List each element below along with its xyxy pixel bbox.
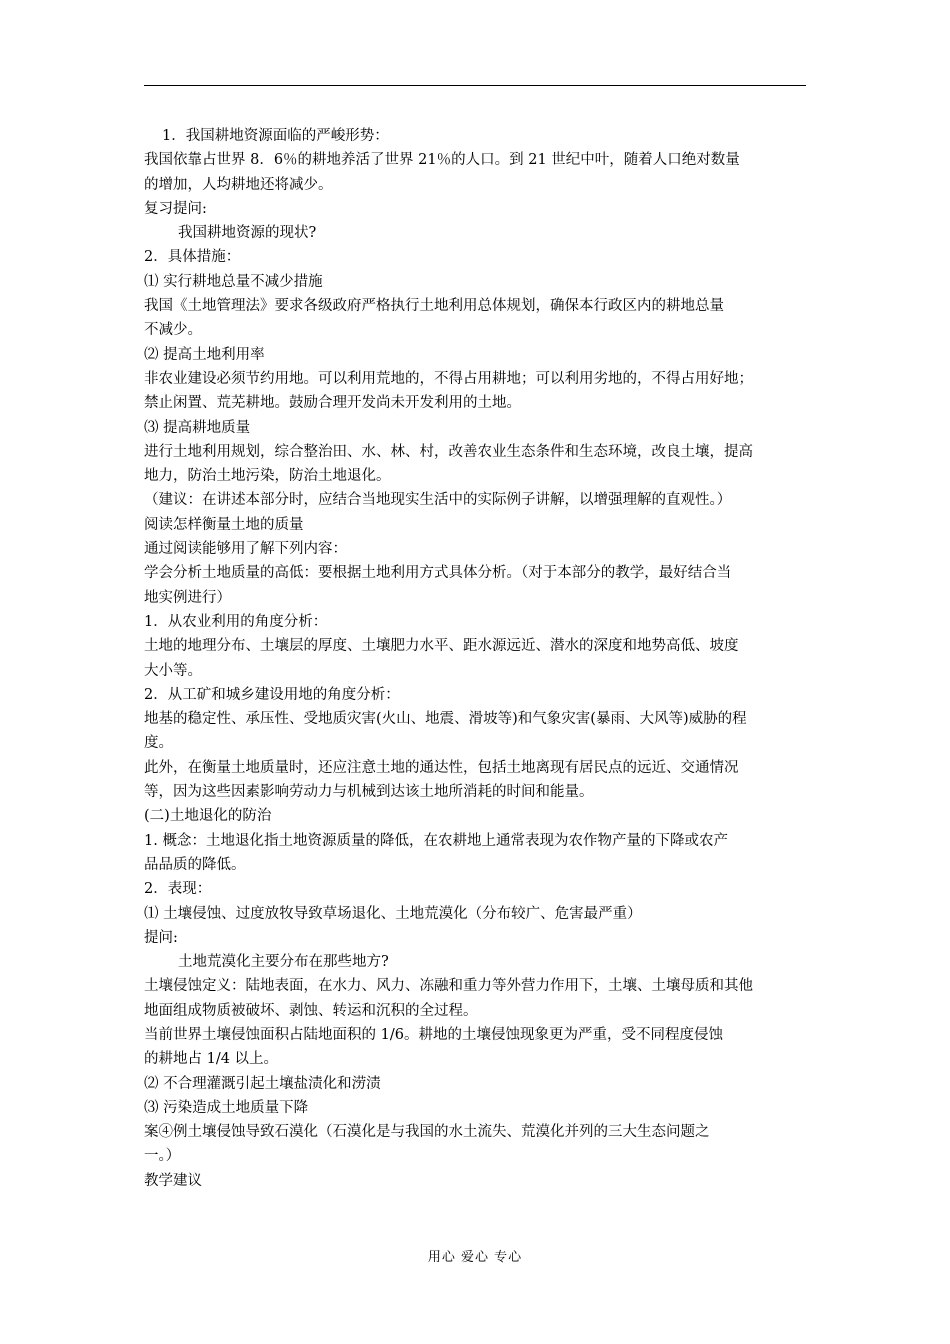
- header-rule: [144, 85, 806, 86]
- subheading: ⑴ 土壤侵蚀、过度放牧导致草场退化、土地荒漠化（分布较广、危害最严重）: [144, 905, 642, 922]
- paragraph-line: 一。）: [144, 1148, 181, 1165]
- paragraph-line: 进行土地利用规划，综合整治田、水、林、村，改善农业生态条件和生态环境，改良土壤，提高: [144, 443, 753, 460]
- paragraph-line: 土地的地理分布、土壤层的厚度、土壤肥力水平、距水源远近、潜水的深度和地势高低、坡度: [144, 638, 739, 655]
- subheading: ⑵ 提高土地利用率: [144, 346, 265, 363]
- paragraph-line: 的增加，人均耕地还将减少。: [144, 176, 333, 193]
- paragraph-line: 地实例进行）: [144, 589, 231, 606]
- document-body: [144, 124, 814, 1193]
- paragraph-line: 地基的稳定性、承压性、受地质灾害(火山、地震、滑坡等)和气象灾害(暴雨、大风等)威胁的程: [144, 711, 747, 728]
- paragraph-line: 大小等。: [144, 662, 202, 679]
- paragraph-line: 地力，防治土地污染，防治土地退化。: [144, 468, 391, 485]
- paragraph-line: 通过阅读能够用了解下列内容：: [144, 541, 347, 558]
- paragraph-line: 的耕地占 1/4 以上。: [144, 1051, 279, 1068]
- paragraph-line: 1. 概念：土地退化指土地资源质量的降低，在农耕地上通常表现为农作物产量的下降或农产: [144, 832, 728, 849]
- paragraph-line: 地面组成物质被破坏、剥蚀、转运和沉积的全过程。: [144, 1002, 478, 1019]
- heading-2: 2．具体措施：: [144, 249, 241, 266]
- review-question: 我国耕地资源的现状?: [178, 225, 317, 242]
- subheading: ⑵ 不合理灌溉引起土壤盐渍化和涝渍: [144, 1075, 381, 1092]
- paragraph-line: 度。: [144, 735, 173, 752]
- paragraph-line: 禁止闲置、荒芜耕地。鼓励合理开发尚未开发利用的土地。: [144, 395, 521, 412]
- review-question-label: 复习提问:: [144, 200, 207, 217]
- section-heading: 阅读怎样衡量土地的质量: [144, 516, 304, 533]
- review-question: 土地荒漠化主要分布在那些地方?: [178, 954, 389, 971]
- heading-2: 2．从工矿和城乡建设用地的角度分析：: [144, 686, 400, 703]
- section-heading: 教学建议: [144, 1172, 202, 1189]
- heading-2: 1．从农业利用的角度分析：: [144, 613, 328, 630]
- section-heading: (二)土地退化的防治: [144, 808, 272, 825]
- page-footer: 用心 爱心 专心: [427, 1250, 523, 1265]
- paragraph-line: 当前世界土壤侵蚀面积占陆地面积的 1/6。耕地的土壤侵蚀现象更为严重，受不同程度侵蚀: [144, 1026, 723, 1043]
- paragraph-line: 此外，在衡量土地质量时，还应注意土地的通达性，包括土地离现有居民点的远近、交通情况: [144, 759, 739, 776]
- subheading: ⑶ 污染造成土地质量下降: [144, 1099, 309, 1116]
- paragraph-line: 品品质的降低。: [144, 856, 246, 873]
- paragraph-line: 非农业建设必须节约用地。可以利用荒地的，不得占用耕地；可以利用劣地的，不得占用好地；: [144, 370, 753, 387]
- paragraph-line: 我国《土地管理法》要求各级政府严格执行土地利用总体规划，确保本行政区内的耕地总量: [144, 298, 724, 315]
- suggestion-note: （建议：在讲述本部分时，应结合当地现实生活中的实际例子讲解，以增强理解的直观性。）: [144, 492, 732, 509]
- subheading: ⑴ 实行耕地总量不减少措施: [144, 273, 323, 290]
- paragraph-line: 不减少。: [144, 322, 202, 339]
- paragraph-line: 我国依靠占世界 8．6％的耕地养活了世界 21％的人口。到 21 世纪中叶，随着人口绝对数量: [144, 152, 740, 169]
- heading-2: 2．表现：: [144, 881, 212, 898]
- paragraph-line: 土壤侵蚀定义：陆地表面，在水力、风力、冻融和重力等外营力作用下，土壤、土壤母质和其他: [144, 978, 753, 995]
- review-question-label: 提问:: [144, 929, 178, 946]
- paragraph-line: 学会分析土地质量的高低：要根据土地利用方式具体分析。（对于本部分的教学，最好结合当: [144, 565, 732, 582]
- paragraph-line: 等，因为这些因素影响劳动力与机械到达该土地所消耗的时间和能量。: [144, 784, 594, 801]
- heading-1: 1．我国耕地资源面临的严峻形势：: [162, 128, 389, 144]
- paragraph-line: 案④例土壤侵蚀导致石漠化（石漠化是与我国的水土流失、荒漠化并列的三大生态问题之: [144, 1124, 710, 1141]
- subheading: ⑶ 提高耕地质量: [144, 419, 251, 436]
